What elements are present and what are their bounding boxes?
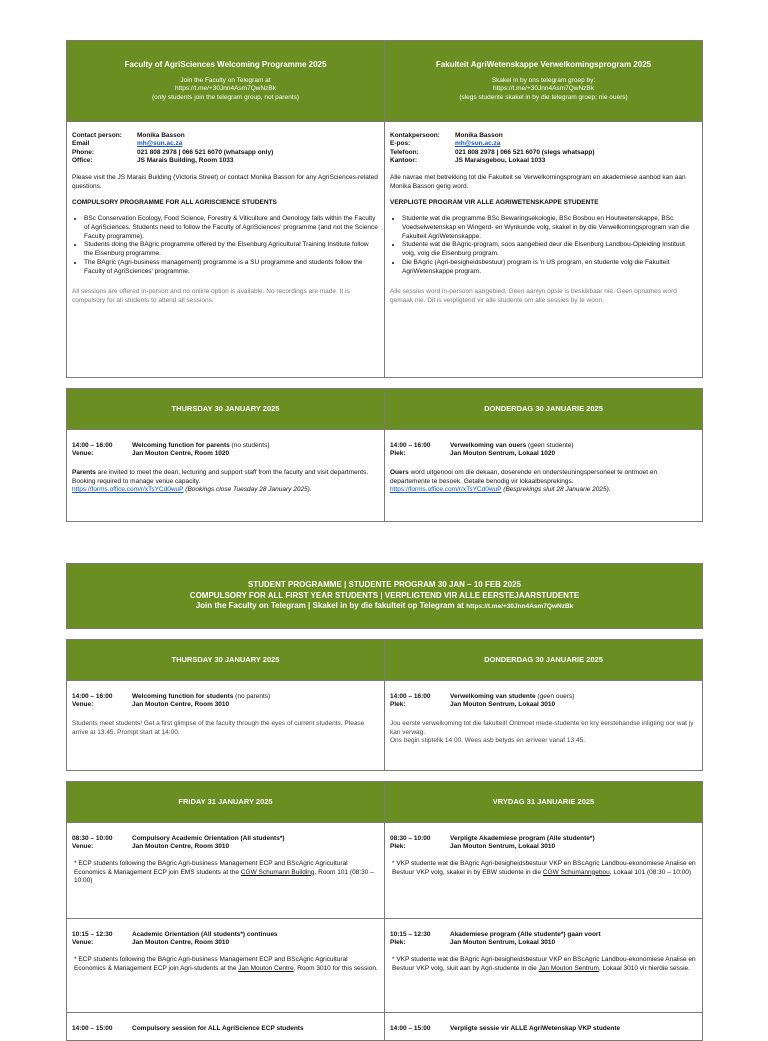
banner-telegram-link[interactable]: https://t.me/+30Jnn4Asm7QwNzBk [466, 603, 574, 611]
list-item: • Students doing the BAgric programme offered by the Elsenburg Agricultural Training Institute follow the Elsenburg programme. [84, 241, 379, 259]
students-thu-desc-en: Students meet students! Get a first glimpse of the faculty through the eyes of current students. Please arrive at 13:45. Prompt start at 14:00. [72, 719, 365, 736]
students-thu-cell-af [384, 681, 702, 770]
session-time-en: 08:30 – 10:00 Compulsory Academic Orientation (All students*) [72, 835, 285, 842]
intro-header-row [67, 41, 702, 121]
friday-s3-en [67, 1013, 384, 1041]
session-time-af: 14:00 – 16:00 Verwelkoming van studente (geen ouers) [390, 693, 575, 700]
parents-desc-af: Ouers word uitgenooi om die dekaan, doserende en ondersteuningspersoneel te ontmoet en departemente te besoek. Getalle benodig vir lokaalbesprekings. https://forms.office.com/r/xTsYCd0wuP (Besprekings sluit 28 Januarie 2025). [390, 468, 658, 494]
telegram-note-en: (only students join the telegram group, not parents) [151, 93, 300, 101]
session-time-af: 08:30 – 10:00 Verpligte Akademiese program (Alle studente*) [390, 835, 595, 842]
day-heading-af: DONDERDAG 30 JANUARIE 2025 [384, 640, 702, 680]
session-venue-en: Venue: Jan Mouton Centre, Room 3010 [72, 843, 230, 851]
email-en: Email mh@sun.ac.za [72, 140, 183, 148]
intro-body-row [67, 121, 702, 377]
programme-list-af [390, 215, 697, 276]
phone-en: Phone: 021 808 2978 | 066 521 6070 (whatsapp only) [72, 148, 274, 156]
intro-title-af: Fakulteit AgriWetenskappe Verwelkomingsprogram 2025 [435, 59, 652, 69]
contact-person-en: Contact person: Monika Basson [72, 132, 185, 139]
day-heading-af: DONDERDAG 30 JANUARIE 2025 [384, 389, 702, 429]
office-af: Kantoor: JS Maraisgebou, Lokaal 1033 [390, 157, 546, 165]
booking-link-en[interactable]: https://forms.office.com/r/xTsYCd0wuP [72, 486, 184, 494]
session-time-en: 14:00 – 16:00 Welcoming function for students (no parents) [72, 693, 271, 700]
sessions-note-en: All sessions are offered in-person and no online option is available. No recordings are made. It is compulsory for all students to attend all sessions. [72, 288, 350, 305]
students-thursday-day-row [67, 640, 702, 680]
booking-link-af[interactable]: https://forms.office.com/r/xTsYCd0wuP [390, 486, 502, 494]
telegram-join-af: Skakel in by ons telegram groep by: [491, 76, 596, 84]
session-venue-af: Plek: Jan Mouton Sentrum, Lokaal 3010 [390, 701, 556, 709]
visit-text-af: Alle navrae met betrekking tot die Fakulteit se Verwelkomingsprogram en akademiese aanbod kan aan Monika Basson gerig word. [390, 173, 686, 190]
students-thu-desc-af: Jou eerste verwelkoming tot die fakulteit! Ontmoet mede-studente en kry eerstehandse inligting oor wat jy kan verwag. Ons begin stiptelik 14:00. Wees asb betyds en arriveer vanaf 13:45. [390, 719, 694, 745]
programme-list-en [72, 215, 379, 276]
list-item: • Die BAgric (Agri-besigheidsbestuur) program is 'n US program, en studente volg die Fakulteit AgriWetenskappe program. [402, 259, 697, 277]
session-venue-en: Venue: Jan Mouton Centre, Room 1020 [72, 450, 230, 458]
friday-session-3-row [67, 1012, 702, 1041]
day-heading-en: THURSDAY 30 JANUARY 2025 [171, 655, 280, 665]
intro-title-en: Faculty of AgriSciences Welcoming Programme 2025 [124, 59, 327, 69]
ecp-note-af: * VKP studente wat die BAgric Agri-besigheidsbestuur VKP en BScAgric Landbou-ekonomiese Analise en Bestuur VKP volg, skakel in by EBW studente in die CGW Schumanngebou, Lokaal 101 (08:30 – 10:00) [392, 859, 696, 876]
session-time-af: 14:00 – 15:00 Verpligte sessie vir ALLE AgriWetenskap VKP studente [390, 1025, 621, 1032]
banner-line-1: STUDENT PROGRAMME | STUDENTE PROGRAM 30 JAN – 10 FEB 2025 [248, 579, 521, 589]
intro-body-en [67, 122, 384, 377]
session-time-en: 14:00 – 16:00 Welcoming function for parents (no students) [72, 442, 270, 449]
intro-header-af [384, 41, 702, 121]
list-item: • The BAgric (Agri-business management) programme is a SU programme and students follow the Faculty of AgriSciences' programme. [84, 259, 379, 277]
friday-s2-af [384, 919, 702, 1012]
list-item: • BSc Conservation Ecology, Food Science, Forestry & Viticulture and Oenology falls within the Faculty of AgriSciences. Students need to follow the Faculty of AgriSciences' programme (and not the Science Faculty programme). [84, 215, 379, 241]
day-heading-en: THURSDAY 30 JANUARY 2025 [171, 404, 280, 414]
day-heading-af: VRYDAG 31 JANUARIE 2025 [384, 782, 702, 822]
telegram-note-af: (slegs studente skakel in by die telegram groep; nie ouers) [459, 93, 628, 101]
email-af: E-pos: mh@sun.ac.za [390, 140, 501, 148]
intro-body-af [384, 122, 702, 377]
session-venue-af: Plek: Jan Mouton Sentrum, Lokaal 3010 [390, 939, 556, 947]
list-item: • Studente wat die BAgric-program, soos aangebied deur die Elsenburg Landbou-Opleiding Instituut volg, volg die Elsenburg program. [402, 241, 697, 259]
students-thursday-body-row [67, 680, 702, 770]
session-time-en: 14:00 – 15:00 Compulsory session for ALL AgriScience ECP students [72, 1025, 304, 1032]
ecp-note-en: * ECP students following the BAgric Agri-business Management ECP and BScAgric Agricultural Economics & Management ECP join EMS students at the CGW Schumann Building, Room 101 (08:30 – 10:00) [74, 859, 374, 885]
parents-cell-af [384, 430, 702, 521]
parents-cell-en [67, 430, 384, 521]
intro-table [66, 40, 703, 378]
office-en: Office: JS Marais Building, Room 1033 [72, 157, 234, 165]
friday-s3-af [384, 1013, 702, 1041]
students-thursday-table [66, 639, 703, 771]
programme-heading-en: COMPULSORY PROGRAMME FOR ALL AGRISCIENCE STUDENTS [72, 199, 277, 207]
ecp-note-af: * VKP studente wat die BAgric Agri-besigheidsbestuur VKP en BScAgric Landbou-ekonomiese Analise en Bestuur VKP volg, sluit aan by Agri-studente in die Jan Mouton Sentrum, Lokaal 3010 vir hierdie sessie. [392, 955, 696, 972]
contact-person-af: Kontakpersoon: Monika Basson [390, 132, 503, 139]
students-thu-cell-en [67, 681, 384, 770]
telegram-join-en: Join the Faculty on Telegram at [180, 76, 271, 84]
friday-table [66, 781, 703, 1041]
ecp-note-en: * ECP students following the BAgric Agri-business Management ECP and BScAgric Agricultural Economics & Management ECP join Agri-students at the Jan Mouton Centre, Room 3010 for this session. [74, 955, 378, 972]
visit-text-en: Please visit the JS Marais Building (Victoria Street) or contact Monika Basson for any AgriSciences-related questions. [72, 173, 378, 190]
session-time-af: 10:15 – 12:30 Akademiese program (Alle studente*) gaan voort [390, 931, 601, 938]
session-venue-en: Venue: Jan Mouton Centre, Room 3010 [72, 701, 230, 709]
phone-af: Telefoon: 021 808 2978 | 066 521 6070 (slegs whatsapp) [390, 148, 595, 156]
student-programme-banner [66, 563, 703, 629]
programme-heading-af: VERPLIGTE PROGRAM VIR ALLE AGRIWETENSKAPPE STUDENTE [390, 199, 599, 207]
parents-day-row [67, 389, 702, 429]
list-item: • Studente wat die programme BSc Bewaringsekologie, BSc Bosbou en Houtwetenskappe, BSc Voedselwetenskap en Wingerd- en Wynkunde volg, skakel in by die Verwelkomingsprogram van die Fakulteit AgriWetenskappe. [402, 215, 697, 241]
day-heading-en: FRIDAY 31 JANUARY 2025 [178, 797, 273, 807]
friday-s2-en [67, 919, 384, 1012]
intro-header-en [67, 41, 384, 121]
friday-s1-af [384, 823, 702, 918]
session-venue-af: Plek: Jan Mouton Sentrum, Lokaal 3010 [390, 843, 556, 851]
friday-s1-en [67, 823, 384, 918]
session-time-en: 10:15 – 12:30 Academic Orientation (All students*) continues [72, 931, 278, 938]
banner-line-3: Join the Faculty on Telegram | Skakel in by die fakulteit op Telegram at https://t.me/+30Jnn4Asm7QwNzBk [195, 601, 574, 611]
parents-body-row [67, 429, 702, 521]
session-venue-af: Plek: Jan Mouton Sentrum, Lokaal 1020 [390, 450, 556, 458]
friday-session-2-row [67, 918, 702, 1012]
parents-desc-en: Parents are invited to meet the dean, lecturing and support staff from the faculty and visit departments. Booking required to manage venue capacity. https://forms.office.com/r/xTsYCd0wuP (Bookings close Tuesday 28 January 2025). [72, 468, 369, 494]
telegram-link-af[interactable]: https://t.me/+30Jnn4Asm7QwNzBk [493, 85, 594, 93]
banner-line-2: COMPULSORY FOR ALL FIRST YEAR STUDENTS | VERPLIGTEND VIR ALLE EERSTEJAARSTUDENTE [189, 590, 580, 600]
telegram-link-en[interactable]: https://t.me/+30Jnn4Asm7QwNzBk [175, 85, 276, 93]
session-time-af: 14:00 – 16:00 Verwelkoming van ouers (geen studente) [390, 442, 574, 449]
email-link-en[interactable]: mh@sun.ac.za [137, 140, 183, 148]
friday-session-1-row [67, 822, 702, 918]
email-link-af[interactable]: mh@sun.ac.za [455, 140, 501, 148]
session-venue-en: Venue: Jan Mouton Centre, Room 3010 [72, 939, 230, 947]
parents-table [66, 388, 703, 522]
friday-day-row [67, 782, 702, 822]
sessions-note-af: Alle sessies word in-persoon aangebied. Geen aanlyn opsie is beskikbaar nie. Geen opnames word gemaak nie. Dit is verpligtend vir alle studente om alle sessies by te woon. [390, 288, 677, 305]
